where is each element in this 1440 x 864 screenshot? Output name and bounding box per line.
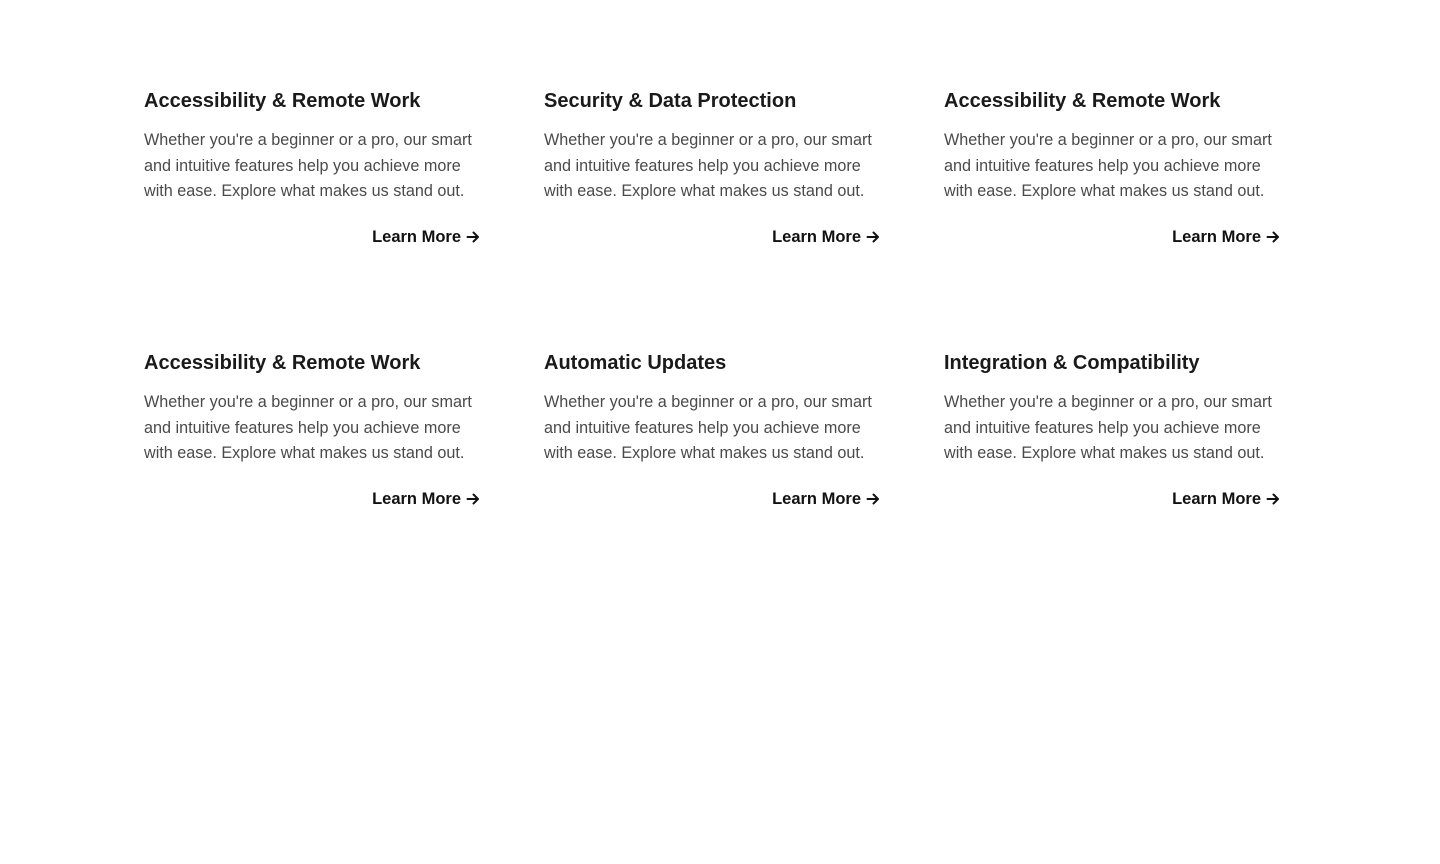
learn-more-link[interactable] <box>372 488 480 510</box>
feature-card <box>544 86 880 248</box>
learn-more-link[interactable] <box>772 488 880 510</box>
feature-card <box>944 348 1280 510</box>
feature-card-description: Whether you're a beginner or a pro, our smart and intuitive features help you achieve more with ease. Explore what makes us stand out. <box>144 131 472 201</box>
feature-card-title: Security & Data Protection <box>544 90 797 112</box>
arrow-right-icon <box>466 230 480 244</box>
feature-card <box>144 348 480 510</box>
feature-card-title: Accessibility & Remote Work <box>944 90 1221 112</box>
learn-more-label: Learn More <box>1172 490 1261 508</box>
learn-more-label: Learn More <box>772 490 861 508</box>
learn-more-label: Learn More <box>772 228 861 246</box>
learn-more-link[interactable] <box>1172 226 1280 248</box>
feature-card-description: Whether you're a beginner or a pro, our smart and intuitive features help you achieve more with ease. Explore what makes us stand out. <box>544 393 872 463</box>
feature-card-description: Whether you're a beginner or a pro, our smart and intuitive features help you achieve more with ease. Explore what makes us stand out. <box>544 131 872 201</box>
learn-more-label: Learn More <box>372 228 461 246</box>
learn-more-link[interactable] <box>372 226 480 248</box>
arrow-right-icon <box>1266 230 1280 244</box>
arrow-right-icon <box>1266 492 1280 506</box>
feature-card <box>144 86 480 248</box>
arrow-right-icon <box>466 492 480 506</box>
feature-card-title: Accessibility & Remote Work <box>144 352 421 374</box>
feature-card-description: Whether you're a beginner or a pro, our smart and intuitive features help you achieve more with ease. Explore what makes us stand out. <box>944 131 1272 201</box>
feature-card-description: Whether you're a beginner or a pro, our smart and intuitive features help you achieve more with ease. Explore what makes us stand out. <box>944 393 1272 463</box>
feature-card <box>944 86 1280 248</box>
learn-more-link[interactable] <box>1172 488 1280 510</box>
arrow-right-icon <box>866 492 880 506</box>
features-grid <box>144 86 1280 510</box>
feature-card-title: Integration & Compatibility <box>944 352 1200 374</box>
feature-card-title: Automatic Updates <box>544 352 727 374</box>
learn-more-label: Learn More <box>372 490 461 508</box>
learn-more-link[interactable] <box>772 226 880 248</box>
feature-card <box>544 348 880 510</box>
feature-card-description: Whether you're a beginner or a pro, our smart and intuitive features help you achieve more with ease. Explore what makes us stand out. <box>144 393 472 463</box>
arrow-right-icon <box>866 230 880 244</box>
learn-more-label: Learn More <box>1172 228 1261 246</box>
feature-card-title: Accessibility & Remote Work <box>144 90 421 112</box>
